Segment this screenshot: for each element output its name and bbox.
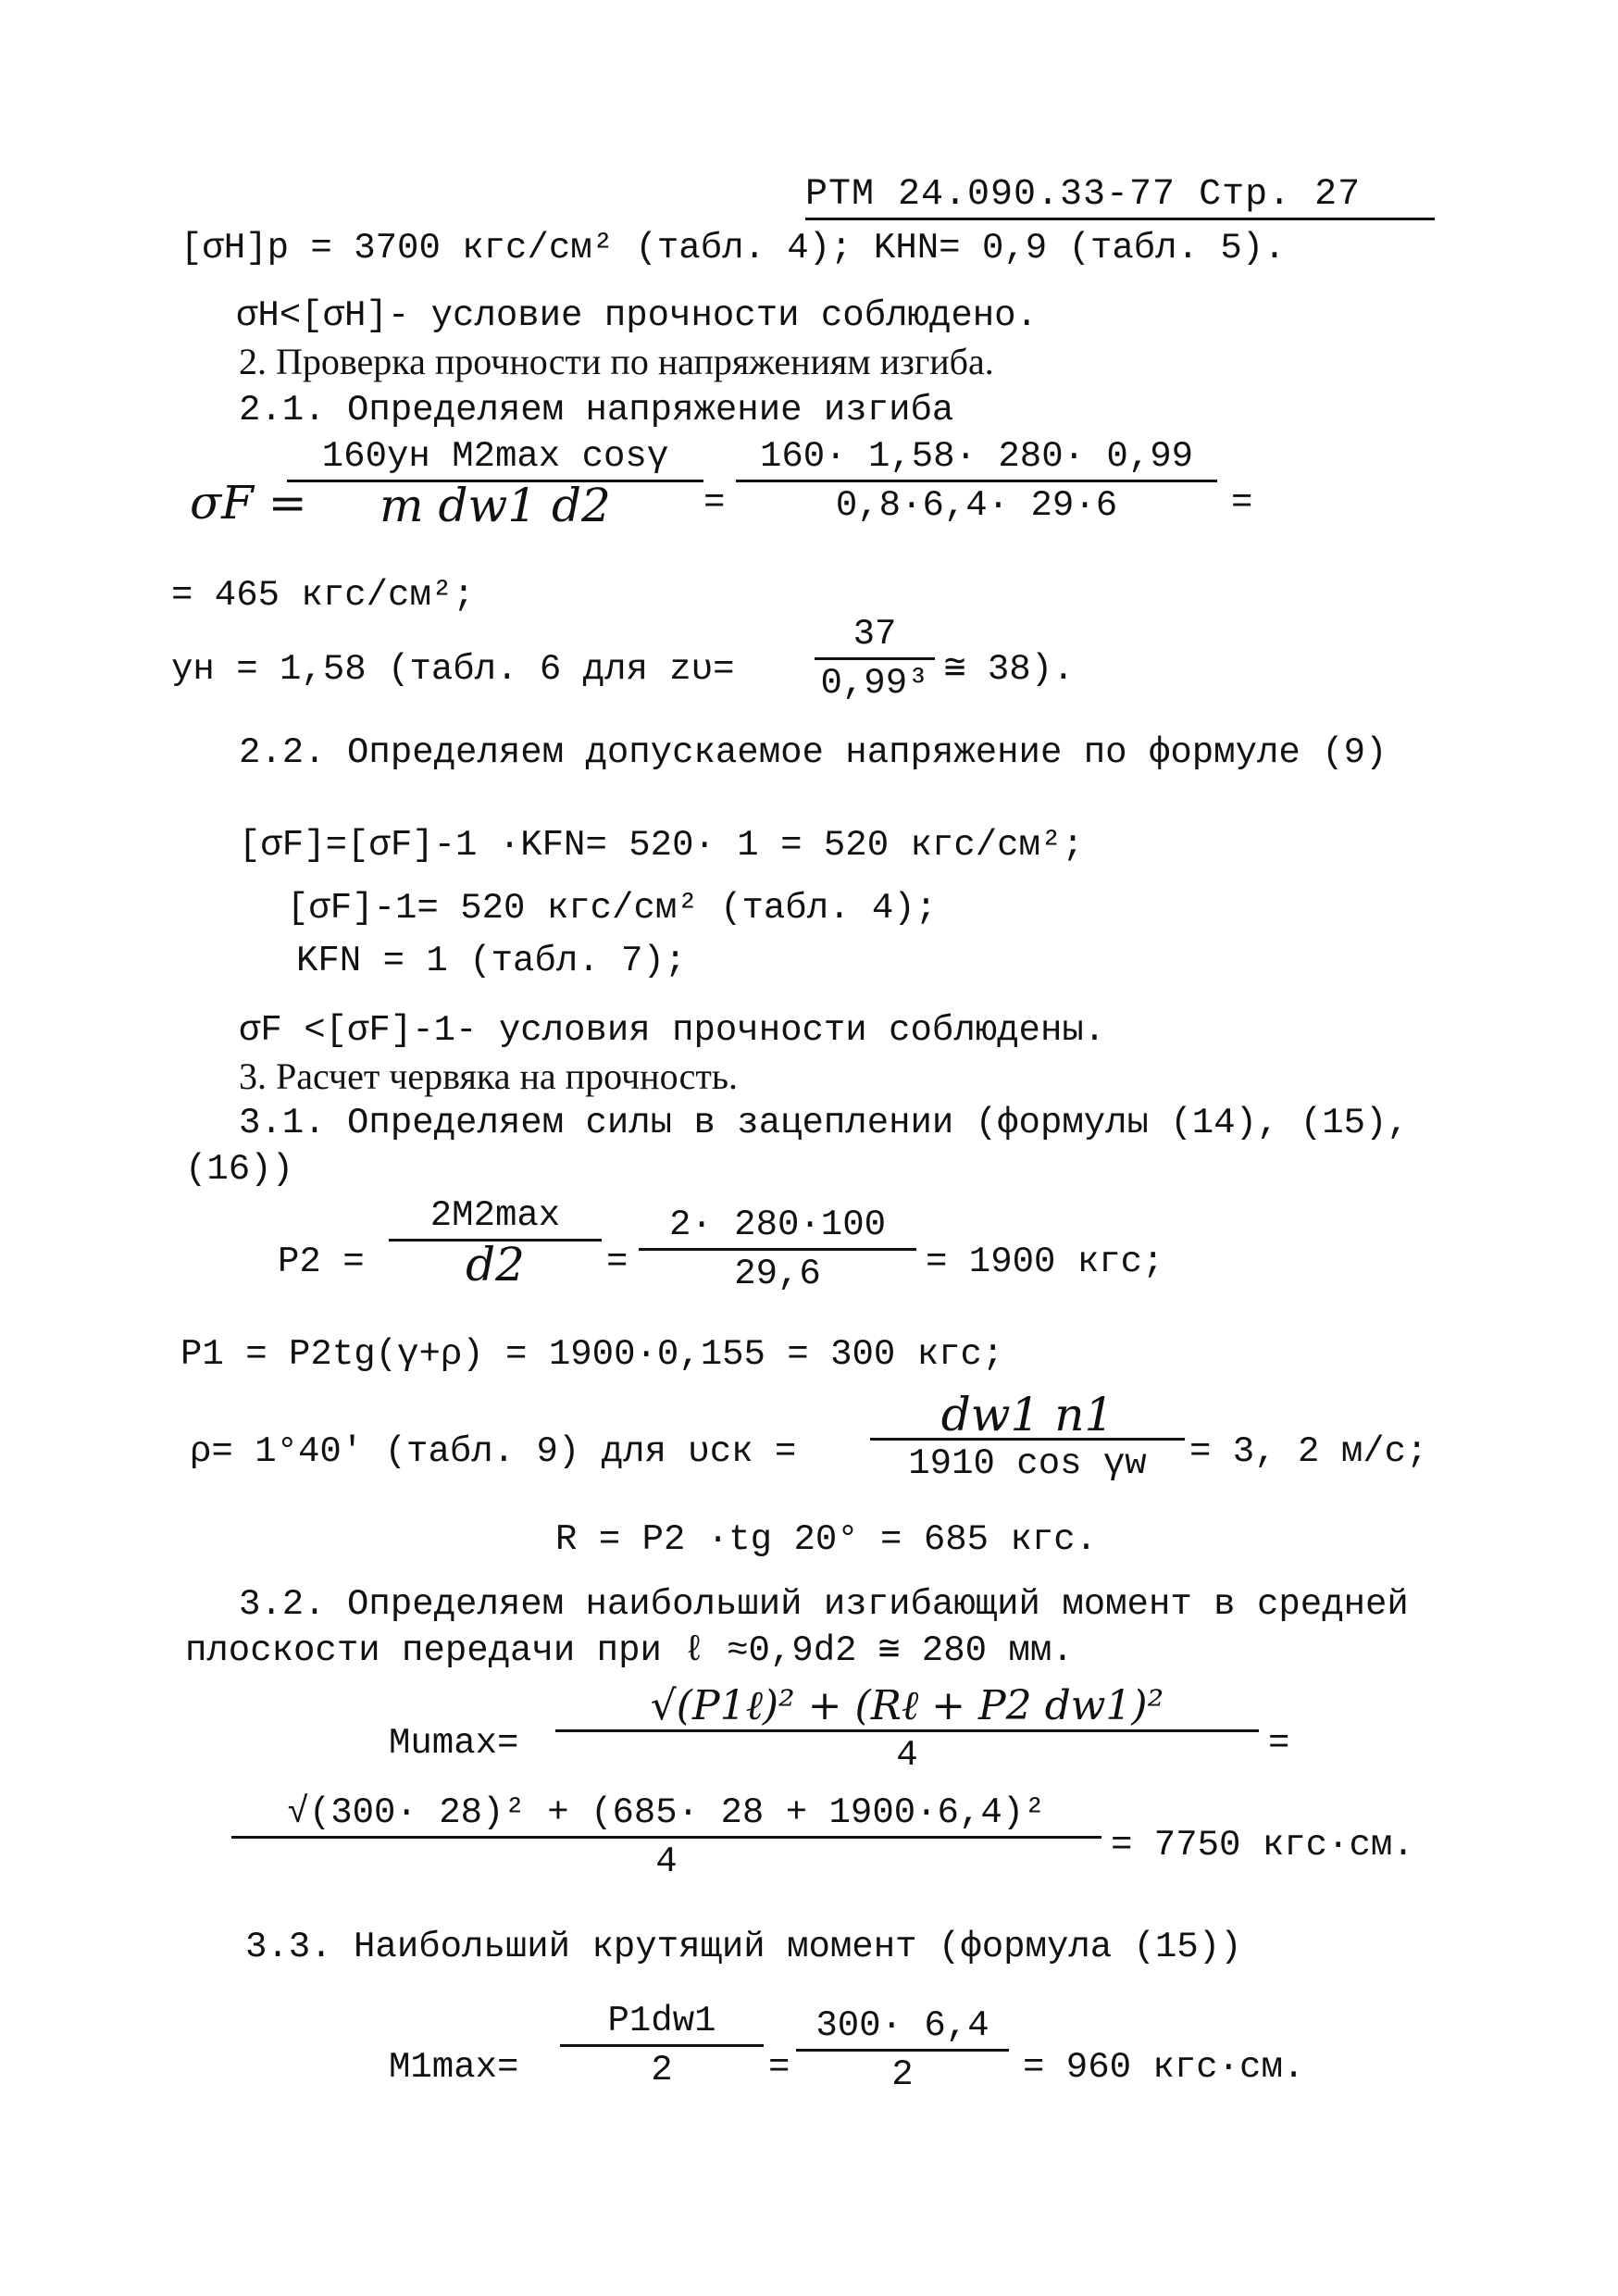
formula-m1max-values-numerator: 300· 6,4 — [796, 2004, 1009, 2052]
formula-v-denominator: 1910 cos γw — [908, 1443, 1147, 1484]
line-bending-condition: σF <[σF]-1- условия прочности соблюдены. — [239, 1010, 1106, 1051]
line-r: R = P2 ·tg 20° = 685 кгс. — [555, 1519, 1098, 1560]
line-sigma-f-result: = 465 кгс/см²; — [171, 575, 475, 616]
formula-p2-denominator: d2 — [466, 1238, 525, 1292]
section-2-heading: 2. Проверка прочности по напряжениям изгиба. — [239, 341, 994, 382]
formula-p2-eq: = — [606, 1242, 629, 1282]
formula-m1max-denominator: 2 — [651, 2050, 673, 2090]
formula-v-fraction — [870, 1388, 1185, 1485]
line-y-h-end: ≅ 38). — [944, 649, 1075, 690]
formula-mumax-rhs: = 7750 кгс·см. — [1111, 1825, 1414, 1866]
page-header: РТМ 24.090.33-77 Стр. 27 — [805, 174, 1435, 220]
formula-mumax-lhs: Mumax= — [389, 1723, 519, 1764]
formula-sigma-f-values — [736, 435, 1217, 527]
formula-p2-numerator: 2M2max — [389, 1194, 602, 1242]
section-3-heading: 3. Расчет червяка на прочность. — [239, 1055, 739, 1097]
formula-sigma-f-eq: = — [703, 482, 726, 523]
formula-sigma-f-values-denominator: 0,8·6,4· 29·6 — [835, 485, 1118, 526]
formula-m1max-fraction — [560, 2000, 764, 2091]
line-allowable-bending-stress: [σF]=[σF]-1 ·KFN= 520· 1 = 520 кгс/см²; — [239, 825, 1084, 866]
formula-mumax-values — [231, 1791, 1101, 1883]
line-rho: ρ= 1°40′ (табл. 9) для υск = — [190, 1431, 797, 1472]
formula-v-numerator: dw1 n1 — [870, 1393, 1185, 1441]
formula-m1max-numerator: P1dw1 — [560, 2000, 764, 2047]
formula-p2-fraction — [389, 1194, 602, 1292]
formula-mumax-numerator: √(P1ℓ)² + (Rℓ + P2 dw1)² — [555, 1685, 1259, 1732]
formula-sigma-f-denominator: m dw1 d2 — [380, 479, 611, 532]
line-rho-end: = 3, 2 м/с; — [1189, 1431, 1428, 1472]
formula-z-numerator: 37 — [815, 613, 935, 660]
line-allowable-contact-stress: [σН]p = 3700 кгс/см² (табл. 4); KHN= 0,9 (табл. 5). — [180, 228, 1286, 268]
formula-sigma-f-eq2: = — [1231, 482, 1253, 523]
formula-mumax-denominator: 4 — [896, 1735, 918, 1776]
formula-m1max-values-denominator: 2 — [891, 2054, 914, 2095]
line-p1: P1 = P2tg(γ+ρ) = 1900·0,155 = 300 кгс; — [180, 1334, 1004, 1375]
section-3-2-heading: 3.2. Определяем наибольший изгибающий момент в средней — [239, 1584, 1409, 1625]
formula-m1max-values — [796, 2004, 1009, 2096]
formula-p2-values-numerator: 2· 280·100 — [639, 1204, 916, 1251]
formula-p2-values-denominator: 29,6 — [734, 1254, 821, 1294]
formula-mumax-eq: = — [1268, 1723, 1290, 1764]
formula-p2-lhs: P2 = — [278, 1242, 365, 1282]
line-y-h: yн = 1,58 (табл. 6 для zυ= — [171, 649, 735, 690]
formula-mumax-values-numerator: √(300· 28)² + (685· 28 + 1900·6,4)² — [231, 1791, 1101, 1839]
formula-sigma-f-numerator: 160yн M2max cosγ — [287, 435, 703, 482]
formula-sigma-f-lhs: σF = — [190, 476, 307, 530]
section-2-2-heading: 2.2. Определяем допускаемое напряжение по формуле (9) — [239, 732, 1388, 773]
formula-z-fraction — [815, 613, 935, 705]
formula-z-denominator: 0,99³ — [820, 663, 929, 704]
formula-p2-rhs: = 1900 кгс; — [926, 1242, 1164, 1282]
line-sigma-f-minus-1: [σF]-1= 520 кгс/см² (табл. 4); — [287, 888, 938, 929]
section-3-3-heading: 3.3. Наибольший крутящий момент (формула (15)) — [245, 1927, 1242, 1967]
section-2-1-heading: 2.1. Определяем напряжение изгиба — [239, 390, 954, 430]
line-strength-condition: σН<[σН]- условие прочности соблюдено. — [236, 295, 1038, 336]
formula-m1max-rhs: = 960 кгс·см. — [1023, 2047, 1305, 2088]
section-3-1-heading-cont: (16)) — [185, 1149, 294, 1190]
formula-m1max-eq: = — [768, 2047, 790, 2088]
formula-sigma-f-values-numerator: 160· 1,58· 280· 0,99 — [736, 435, 1217, 482]
formula-sigma-f-fraction — [287, 435, 703, 532]
formula-m1max-lhs: M1max= — [389, 2047, 519, 2088]
formula-p2-values — [639, 1204, 916, 1295]
line-kfn: KFN = 1 (табл. 7); — [296, 941, 687, 981]
formula-mumax-fraction — [555, 1682, 1259, 1777]
section-3-2-heading-cont: плоскости передачи при ℓ ≈0,9d2 ≅ 280 мм. — [185, 1630, 1074, 1671]
formula-mumax-values-denominator: 4 — [655, 1841, 678, 1882]
section-3-1-heading: 3.1. Определяем силы в зацеплении (формулы (14), (15), — [239, 1103, 1409, 1143]
